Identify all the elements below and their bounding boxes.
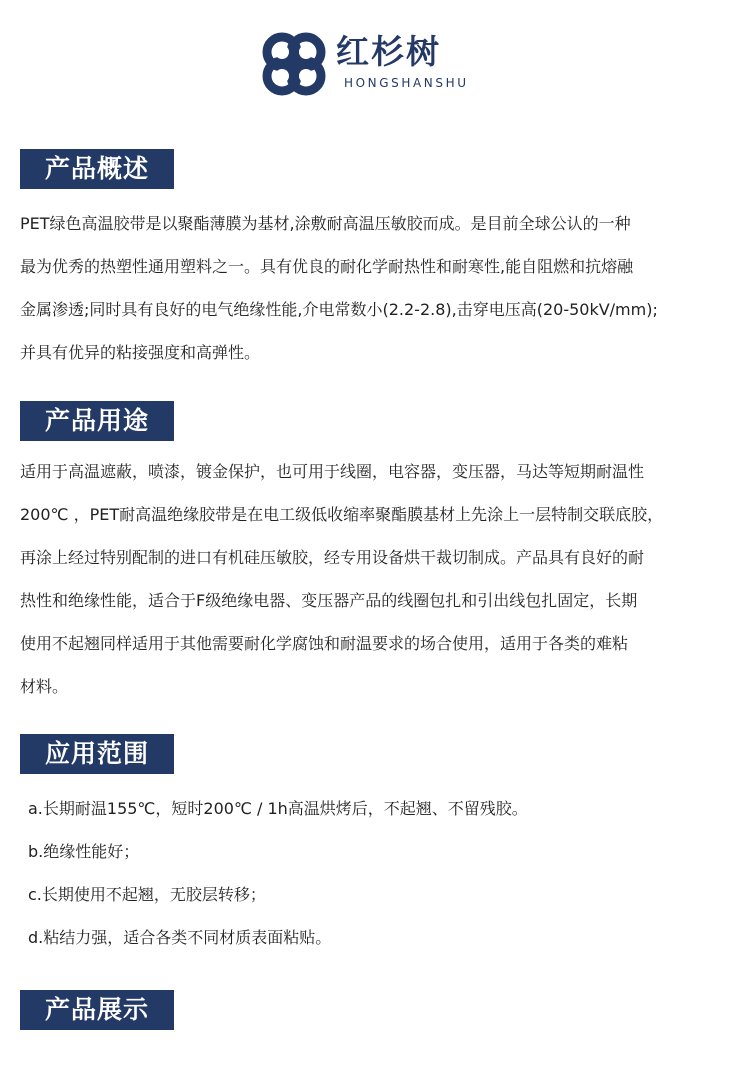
section-title-application: 应用范围 xyxy=(20,734,174,774)
usage-line: 适用于高温遮蔽，喷漆，镀金保护，也可用于线圈，电容器，变压器，马达等短期耐温性 xyxy=(20,462,645,481)
brand-logo xyxy=(258,28,468,100)
section-title-showcase: 产品展示 xyxy=(20,990,174,1030)
usage-line: 使用不起翘同样适用于其他需要耐化学腐蚀和耐温要求的场合使用，适用于各类的难粘 xyxy=(20,634,629,653)
usage-paragraph xyxy=(20,450,740,708)
application-list xyxy=(28,787,728,959)
overview-line: 最为优秀的热塑性通用塑料之一。具有优良的耐化学耐热性和耐寒性,能自阻燃和抗熔融 xyxy=(20,257,634,276)
brand-name-en: HONGSHANSHU xyxy=(344,76,469,90)
list-item: c.长期使用不起翘，无胶层转移； xyxy=(28,885,266,904)
brand-name-cn: 红杉树 xyxy=(336,32,441,71)
overview-line: PET绿色高温胶带是以聚酯薄膜为基材,涂敷耐高温压敏胶而成。是目前全球公认的一种 xyxy=(20,214,631,233)
overview-line: 并具有优异的粘接强度和高弹性。 xyxy=(20,343,261,362)
section-title-usage: 产品用途 xyxy=(20,401,174,441)
list-item: d.粘结力强，适合各类不同材质表面粘贴。 xyxy=(28,928,332,947)
usage-line: 200℃ ，PET耐高温绝缘胶带是在电工级低收缩率聚酯膜基材上先涂上一层特制交联底胶， xyxy=(20,505,664,524)
overview-line: 金属渗透;同时具有良好的电气绝缘性能,介电常数小(2.2-2.8),击穿电压高(20-50kV/mm); xyxy=(20,300,658,319)
usage-line: 热性和绝缘性能，适合于F级绝缘电器、变压器产品的线圈包扎和引出线包扎固定，长期 xyxy=(20,591,638,610)
usage-line: 材料。 xyxy=(20,677,69,696)
usage-line: 再涂上经过特别配制的进口有机硅压敏胶，经专用设备烘干裁切制成。产品具有良好的耐 xyxy=(20,548,645,567)
list-item: a.长期耐温155℃，短时200℃ / 1h高温烘烤后，不起翘、不留残胶。 xyxy=(28,799,528,818)
overview-paragraph xyxy=(20,202,740,374)
section-title-overview: 产品概述 xyxy=(20,149,174,189)
interlocking-rings-logo-icon xyxy=(258,28,330,100)
list-item: b.绝缘性能好； xyxy=(28,842,140,861)
